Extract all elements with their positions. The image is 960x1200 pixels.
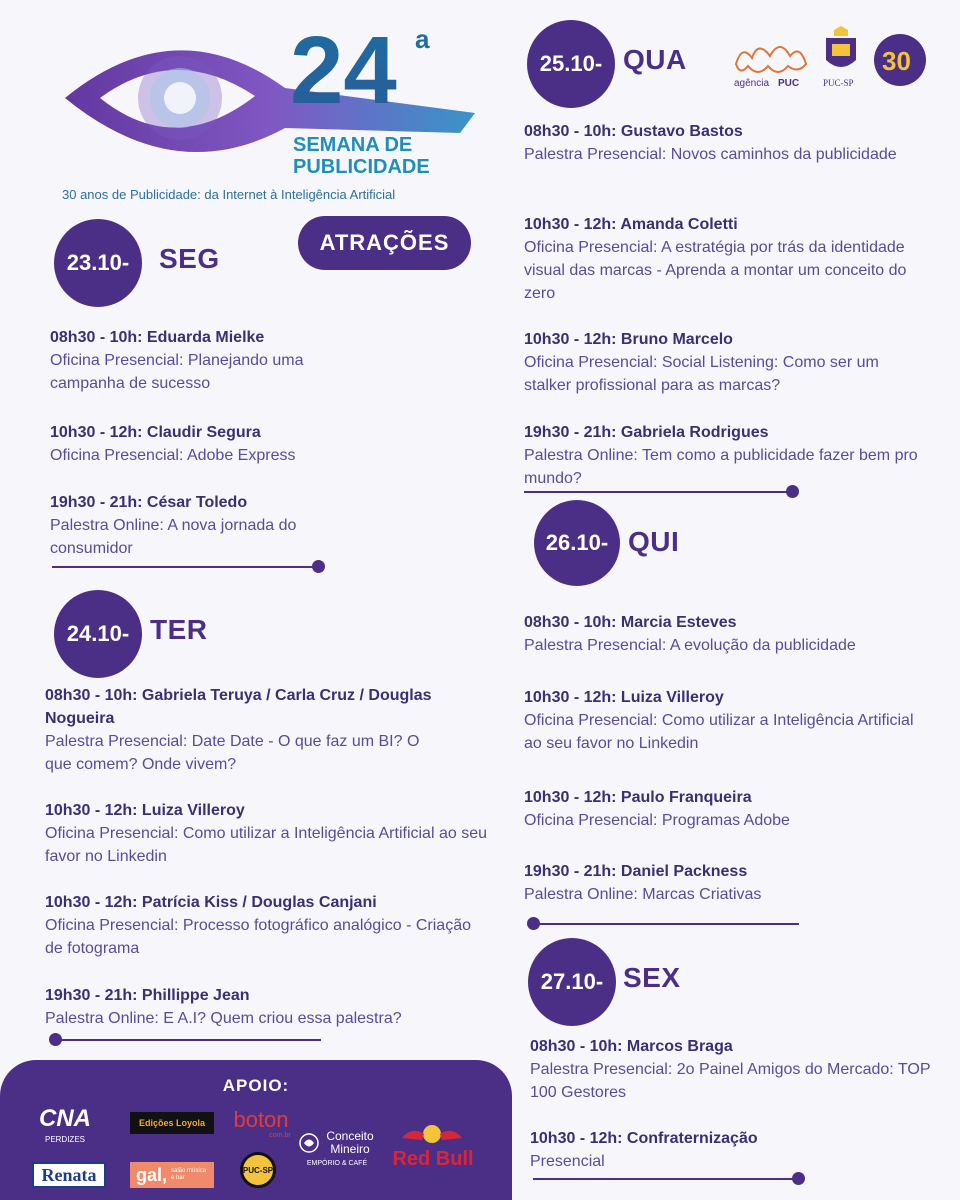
event-seg-2 <box>50 421 370 467</box>
event-desc: Palestra Online: E A.I? Quem criou essa palestra? <box>45 1010 402 1027</box>
day-date-ter: 24.10- <box>54 590 142 678</box>
event-time: 10h30 - 12h: Bruno Marcelo <box>524 331 733 348</box>
event-desc: Oficina Presencial: Como utilizar a Inteligência Artificial ao seu favor no Linkedin <box>45 825 487 865</box>
red-bull-logo: Red Bull <box>392 1147 474 1170</box>
event-desc: Oficina Presencial: A estratégia por trás da identidade visual das marcas - Aprenda a montar um conceito do zero <box>524 239 907 302</box>
event-qui-2 <box>524 686 934 755</box>
attractions-badge: ATRAÇÕES <box>298 216 471 270</box>
event-time: 08h30 - 10h: Marcia Esteves <box>524 614 737 631</box>
event-time: 19h30 - 21h: Phillippe Jean <box>45 987 250 1004</box>
logo-subtitle: 30 anos de Publicidade: da Internet à Inteligência Artificial <box>62 187 396 202</box>
pucsp-badge: PUC-SP <box>240 1152 276 1188</box>
event-qua-2 <box>524 213 914 305</box>
day-date-qui: 26.10- <box>534 500 620 586</box>
timeline-dot-sex <box>792 1172 805 1185</box>
event-time: 08h30 - 10h: Marcos Braga <box>530 1038 733 1055</box>
boton-sub: com.br <box>269 1131 291 1139</box>
mineiro-text: Mineiro <box>330 1142 370 1156</box>
agencia-brand: PUC <box>778 78 800 89</box>
day-date-sex: 27.10- <box>528 938 616 1026</box>
event-desc: Palestra Presencial: Novos caminhos da publicidade <box>524 146 897 163</box>
event-time: 10h30 - 12h: Patrícia Kiss / Douglas Canjani <box>45 894 377 911</box>
event-logo <box>55 18 475 208</box>
support-title: APOIO: <box>222 1076 290 1095</box>
cna-sub: PERDIZES <box>44 1134 85 1144</box>
event-time: 10h30 - 12h: Luiza Villeroy <box>524 689 724 706</box>
cna-logo: CNA <box>39 1105 91 1132</box>
event-desc: Oficina Presencial: Processo fotográfico analógico - Criação de fotograma <box>45 917 471 957</box>
support-panel <box>0 1060 512 1200</box>
event-time: 10h30 - 12h: Confraternização <box>530 1130 758 1147</box>
anniversary-30-logo <box>873 33 927 87</box>
event-desc: Oficina Presencial: Como utilizar a Inteligência Artificial ao seu favor no Linkedin <box>524 712 914 752</box>
event-ter-1 <box>45 684 475 776</box>
timeline-line-seg <box>52 566 316 568</box>
event-desc: Palestra Presencial: A evolução da publicidade <box>524 637 856 654</box>
event-qui-4 <box>524 860 934 906</box>
day-date-qua: 25.10- <box>527 20 615 108</box>
day-date-seg: 23.10- <box>54 219 142 307</box>
event-sex-2 <box>530 1127 940 1173</box>
event-qui-3 <box>524 786 934 832</box>
event-desc: Oficina Presencial: Social Listening: Como ser um stalker profissional para as marcas? <box>524 354 879 394</box>
event-desc: Palestra Presencial: Date Date - O que faz um BI? O que comem? Onde vivem? <box>45 733 420 773</box>
event-time: 10h30 - 12h: Claudir Segura <box>50 424 261 441</box>
event-seg-3 <box>50 491 370 560</box>
day-name-qui: QUI <box>628 526 680 557</box>
event-time: 08h30 - 10h: Gustavo Bastos <box>524 123 743 140</box>
event-ter-2 <box>45 799 515 868</box>
event-time: 19h30 - 21h: Daniel Packness <box>524 863 748 880</box>
timeline-dot-qua <box>786 485 799 498</box>
day-name-ter: TER <box>150 614 208 645</box>
timeline-line-qua <box>524 491 790 493</box>
gal-logo <box>130 1162 214 1188</box>
timeline-dot-seg <box>312 560 325 573</box>
timeline-line-qui <box>533 923 799 925</box>
event-desc: Palestra Presencial: 2o Painel Amigos do Mercado: TOP 100 Gestores <box>530 1061 931 1101</box>
event-ter-4 <box>45 984 475 1030</box>
event-qua-1 <box>524 120 914 166</box>
event-sex-1 <box>530 1035 940 1104</box>
event-ter-3 <box>45 891 475 960</box>
event-desc: Oficina Presencial: Programas Adobe <box>524 812 790 829</box>
event-desc: Palestra Online: Marcas Criativas <box>524 886 762 903</box>
event-desc: Presencial <box>530 1153 605 1170</box>
day-name-qua: QUA <box>623 44 687 75</box>
event-time: 10h30 - 12h: Amanda Coletti <box>524 216 738 233</box>
logo-line1: SEMANA DE <box>293 134 413 156</box>
gal-name: gal, <box>136 1164 168 1185</box>
anniversary-number: 30 <box>882 46 911 76</box>
logo-number: 24 <box>290 18 397 124</box>
conceito-text: Conceito <box>326 1129 374 1143</box>
day-name-sex: SEX <box>623 962 681 993</box>
event-qua-3 <box>524 328 914 397</box>
event-desc: Palestra Online: A nova jornada do consumidor <box>50 517 297 557</box>
event-time: 19h30 - 21h: Gabriela Rodrigues <box>524 424 769 441</box>
conceito-mineiro-icon <box>298 1132 320 1154</box>
event-time: 10h30 - 12h: Paulo Franqueira <box>524 789 752 806</box>
boton-logo: boton <box>233 1107 289 1132</box>
renata-logo: Renata <box>32 1162 106 1188</box>
red-bull-icon <box>400 1122 464 1146</box>
event-time: 08h30 - 10h: Gabriela Teruya / Carla Cruz / Douglas Nogueira <box>45 687 432 727</box>
emporio-text: EMPÓRIO & CAFÉ <box>306 1159 368 1167</box>
event-qui-1 <box>524 611 944 657</box>
event-time: 10h30 - 12h: Luiza Villeroy <box>45 802 245 819</box>
pucsp-crest-logo <box>820 26 862 90</box>
event-desc: Palestra Online: Tem como a publicidade fazer bem pro mundo? <box>524 447 918 487</box>
logo-ordinal: a <box>415 24 430 54</box>
logo-line2: PUBLICIDADE <box>293 156 430 178</box>
event-time: 19h30 - 21h: César Toledo <box>50 494 248 511</box>
event-time: 08h30 - 10h: Eduarda Mielke <box>50 329 265 346</box>
timeline-line-ter <box>55 1039 321 1041</box>
gal-sub: salão música e bar <box>171 1168 207 1181</box>
pucsp-crest-label: PUC-SP <box>823 78 854 88</box>
event-desc: Oficina Presencial: Adobe Express <box>50 447 296 464</box>
event-seg-1 <box>50 326 370 395</box>
loyola-logo: Edições Loyola <box>130 1112 214 1134</box>
event-desc: Oficina Presencial: Planejando uma campanha de sucesso <box>50 352 304 392</box>
timeline-line-sex <box>533 1178 797 1180</box>
day-name-seg: SEG <box>159 243 220 274</box>
agencia-text: agência <box>734 78 770 89</box>
agencia-puc-logo <box>728 34 812 90</box>
event-qua-4 <box>524 421 924 490</box>
